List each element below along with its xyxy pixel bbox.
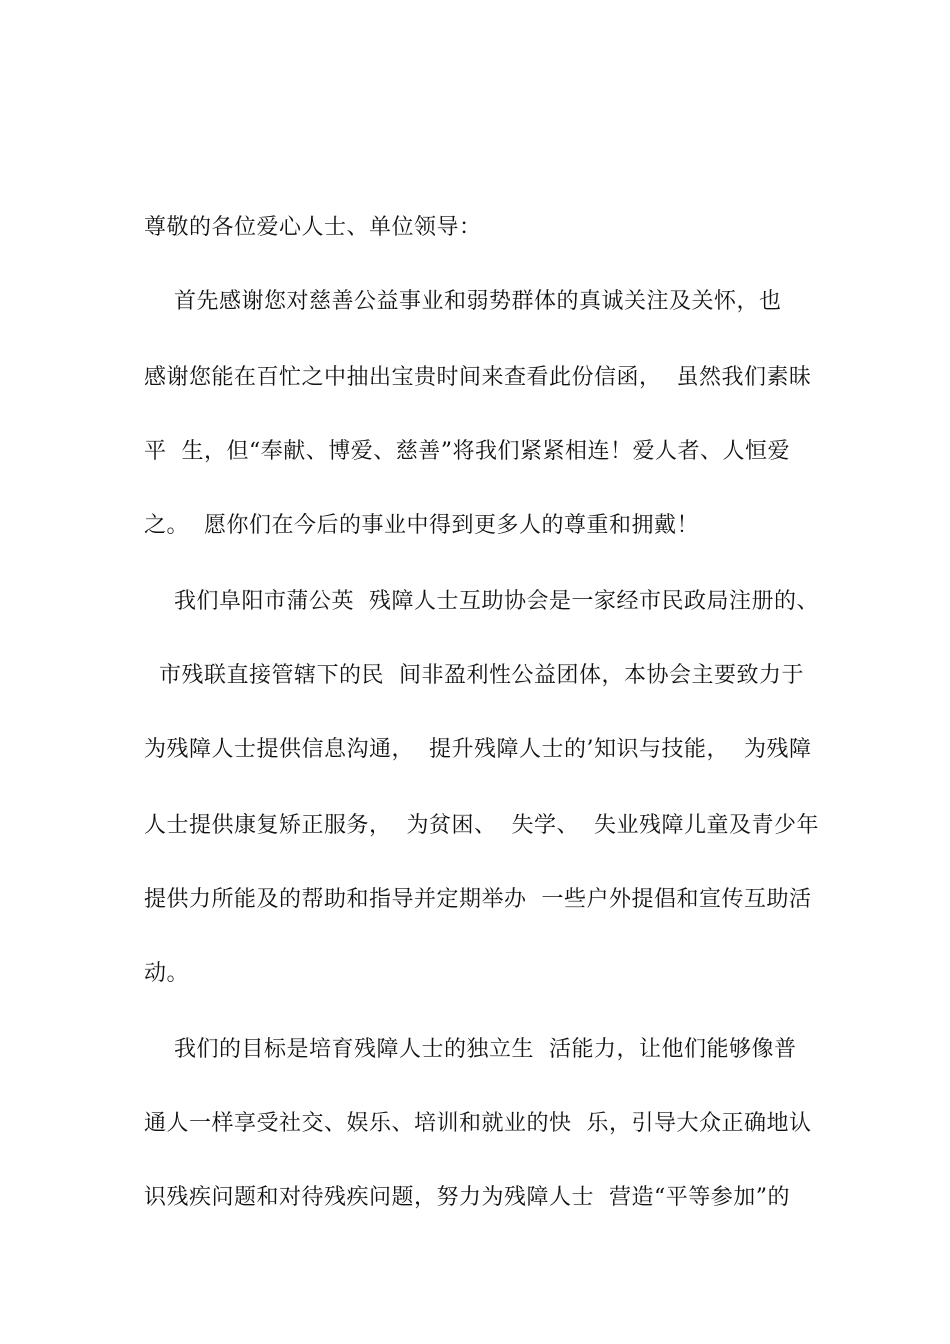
paragraph-line: 通人一样享受社交、娱乐、培训和就业的快 乐，引导大众正确地认 xyxy=(144,1111,812,1136)
paragraph-line: 我们阜阳市蒲公英 残障人士互助协会是一家经市民政局注册的、 xyxy=(144,589,819,614)
paragraph-line: 首先感谢您对慈善公益事业和弱势群体的真诚关注及关怀，也 xyxy=(144,289,782,314)
paragraph-line: 识残疾问题和对待残疾问题，努力为残障人士 营造“平等参加”的 xyxy=(144,1185,790,1210)
paragraph-line: 人士提供康复矫正服务， 为贫困、 失学、 失业残障儿童及青少年 xyxy=(144,813,819,838)
paragraph-line: 我们的目标是培育残障人士的独立生 活能力，让他们能够像普 xyxy=(144,1037,797,1062)
paragraph-line: 平 生，但“奉献、博爱、慈善”将我们紧紧相连！爱人者、人恒爱 xyxy=(144,439,790,464)
salutation-line: 尊敬的各位爱心人士、单位领导： xyxy=(144,215,482,240)
paragraph-line: 市残联直接管辖下的民 间非盈利性公益团体，本协会主要致力于 xyxy=(144,663,804,688)
paragraph-line: 动。 xyxy=(144,961,190,986)
paragraph-line: 为残障人士提供信息沟通， 提升残障人士的’知识与技能， 为残障 xyxy=(144,737,812,762)
paragraph-line: 提供力所能及的帮助和指导并定期举办 一些户外提倡和宣传互助活 xyxy=(144,887,812,912)
paragraph-line: 之。 愿你们在今后的事业中得到更多人的尊重和拥戴！ xyxy=(144,513,699,538)
paragraph-line: 感谢您能在百忙之中抽出宝贵时间来查看此份信函， 虽然我们素昧 xyxy=(144,365,812,390)
